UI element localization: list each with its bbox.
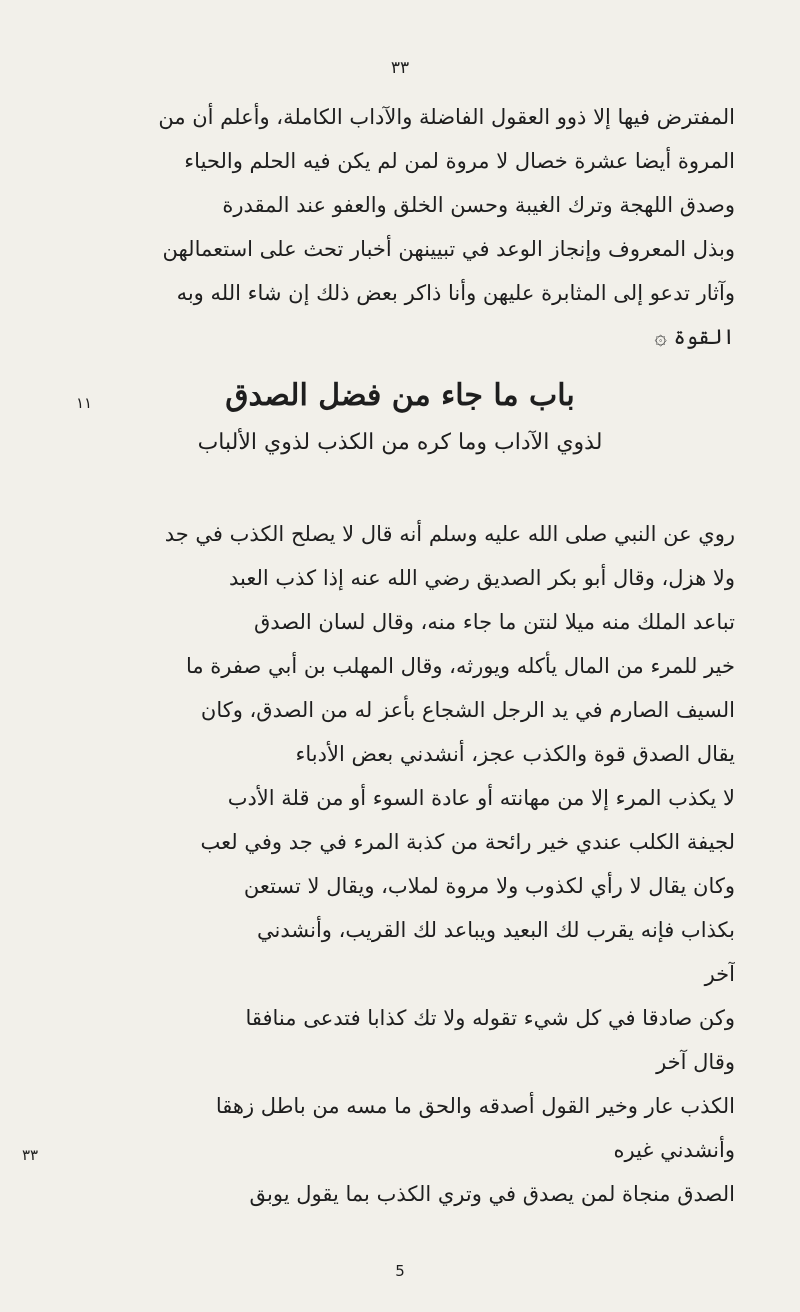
page-number: ٣٣ [390,58,410,78]
text-line: وبذل المعروف وإنجاز الوعد في تبيينهن أخبار تحث على استعمالهن [162,237,735,261]
verse-line: لا يكذب المرء إلا من مهانته أو عادة السوء أو من قلة الأدب [227,786,735,810]
margin-note: ١١ [76,394,93,412]
text-line: يقال الصدق قوة والكذب عجز، أنشدني بعض الأدباء [295,742,735,766]
text-line: وصدق اللهجة وترك الغيبة وحسن الخلق والعفو عند المقدرة [222,193,735,217]
text-line: روي عن النبي صلى الله عليه وسلم أنه قال لا يصلح الكذب في جد [164,522,735,546]
text-line: خير للمرء من المال يأكله ويورثه، وقال المهلب بن أبي صفرة ما [185,654,735,678]
verse-line: وكن صادقا في كل شيء تقوله ولا تك كذابا فتدعى منافقا [245,1006,735,1030]
verse-line: الكذب عار وخير القول أصدقه والحق ما مسه من باطل زهقا [215,1094,735,1118]
text-line: ولا هزل، وقال أبو بكر الصديق رضي الله عنه إذا كذب العبد [228,566,735,590]
text-line: المفترض فيها إلا ذوو العقول الفاضلة والآداب الكاملة، وأعلم أن من [158,105,735,129]
chapter-body [95,512,735,1216]
folio-number: 5 [395,1262,405,1280]
margin-page-reference: ٣٣ [22,1146,39,1164]
text-line: المروة أيضا عشرة خصال لا مروة لمن لم يكن فيه الحلم والحياء [184,149,735,173]
intro-paragraph [95,95,735,359]
text-line: وقال آخر [656,1050,735,1074]
chapter-heading: باب ما جاء من فضل الصدق [225,378,575,413]
text-line: وكان يقال لا رأي لكذوب ولا مروة لملاب، ويقال لا تستعن [243,874,735,898]
verse-line: لجيفة الكلب عندي خير رائحة من كذبة المرء في جد وفي لعب [200,830,735,854]
text-line: السيف الصارم في يد الرجل الشجاع بأعز له من الصدق، وكان [200,698,735,722]
chapter-subheading: لذوي الآداب وما كره من الكذب لذوي الألباب [197,430,603,455]
text-line: آخر [704,962,735,986]
verse-line: الصدق منجاة لمن يصدق في وتري الكذب بما يقول يوبق [249,1182,735,1206]
text-line: وأنشدني غيره [613,1138,735,1162]
text-line: وآثار تدعو إلى المثابرة عليهن وأنا ذاكر بعض ذلك إن شاء الله وبه [176,281,735,305]
text-line: بكذاب فإنه يقرب لك البعيد ويباعد لك القريب، وأنشدني [257,918,735,942]
text-line: القوة ۞ [654,325,735,349]
text-line: تباعد الملك منه ميلا لنتن ما جاء منه، وقال لسان الصدق [253,610,735,634]
